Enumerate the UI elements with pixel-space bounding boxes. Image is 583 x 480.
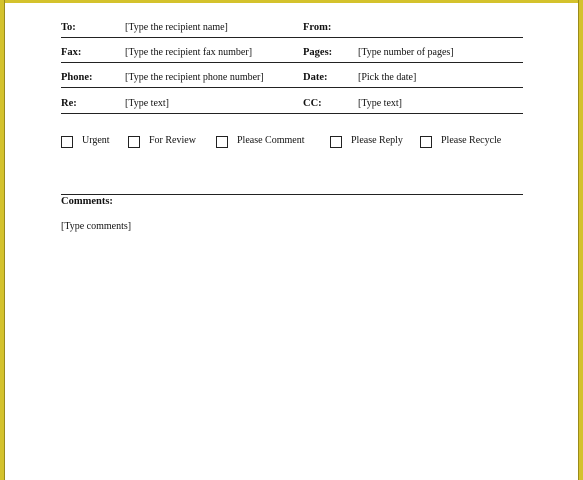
checkbox-urgent[interactable] — [61, 136, 110, 148]
date-label: Date: — [303, 72, 328, 83]
checkbox-label: Urgent — [82, 134, 110, 146]
checkbox-box-icon[interactable] — [420, 136, 432, 148]
checkbox-please-reply[interactable] — [330, 136, 403, 148]
row-re-cc — [61, 94, 523, 114]
checkbox-label: For Review — [149, 134, 196, 146]
page-border-inner-left — [4, 0, 5, 480]
fax-label: Fax: — [61, 47, 82, 58]
checkbox-please-recycle[interactable] — [420, 136, 501, 148]
comments-label: Comments: — [61, 196, 113, 207]
checkbox-label: Please Reply — [351, 134, 403, 146]
pages-field[interactable]: [Type number of pages] — [358, 47, 454, 58]
row-divider — [61, 87, 523, 88]
cc-field[interactable]: [Type text] — [358, 98, 403, 109]
phone-label: Phone: — [61, 72, 93, 83]
row-fax-pages — [61, 43, 523, 63]
checkbox-box-icon[interactable] — [330, 136, 342, 148]
checkbox-box-icon[interactable] — [128, 136, 140, 148]
checkbox-group — [61, 136, 523, 152]
checkbox-for-review[interactable] — [128, 136, 196, 148]
page-border-inner-right — [578, 0, 579, 480]
from-label: From: — [303, 22, 332, 33]
checkbox-box-icon[interactable] — [61, 136, 73, 148]
phone-field[interactable]: [Type the recipient phone number] — [125, 72, 264, 83]
page-border-top — [0, 0, 583, 3]
pages-label: Pages: — [303, 47, 333, 58]
comments-divider — [61, 194, 523, 195]
cc-label: CC: — [303, 98, 322, 109]
fax-field[interactable]: [Type the recipient fax number] — [125, 47, 253, 58]
row-to-from — [61, 18, 523, 38]
checkbox-please-comment[interactable] — [216, 136, 305, 148]
checkbox-label: Please Recycle — [441, 134, 502, 146]
comments-field[interactable]: [Type comments] — [61, 221, 132, 232]
re-field[interactable]: [Type text] — [125, 98, 170, 109]
to-label: To: — [61, 22, 76, 33]
row-divider — [61, 37, 523, 38]
to-field[interactable]: [Type the recipient name] — [125, 22, 228, 33]
re-label: Re: — [61, 98, 77, 109]
row-divider — [61, 62, 523, 63]
page-border-right — [579, 0, 583, 480]
row-divider — [61, 113, 523, 114]
checkbox-label: Please Comment — [237, 134, 305, 146]
date-field[interactable]: [Pick the date] — [358, 72, 417, 83]
checkbox-box-icon[interactable] — [216, 136, 228, 148]
row-phone-date — [61, 68, 523, 88]
